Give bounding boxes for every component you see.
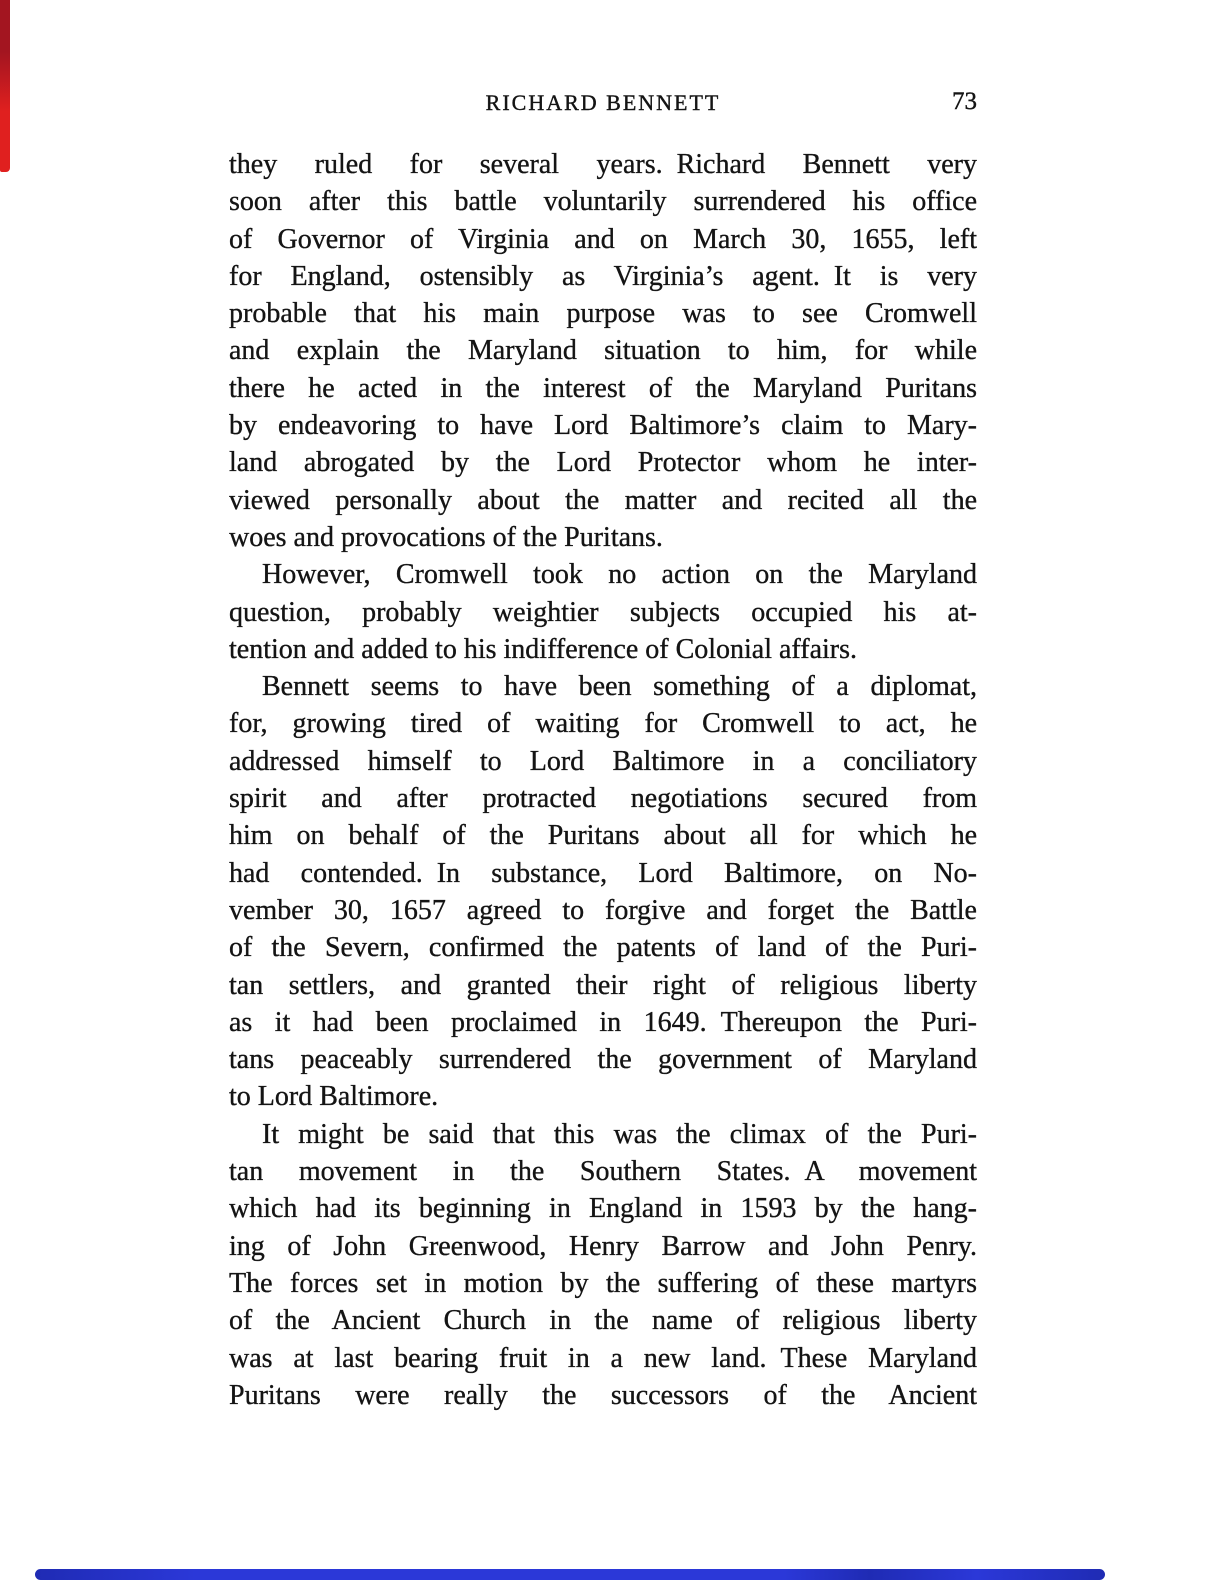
page-number: 73: [952, 88, 977, 115]
text-line: which had its beginning in England in 1593 by the hang-: [229, 1193, 977, 1225]
text-line: spirit and after protracted negotiations secured from: [229, 783, 977, 815]
text-line: tans peaceably surrendered the government of Maryland: [229, 1044, 977, 1076]
text-line: they ruled for several years. Richard Bennett very: [229, 149, 977, 180]
text-line: tention and added to his indifference of Colonial affairs.: [229, 633, 858, 665]
text-line: Puritans were really the successors of the Ancient: [229, 1379, 977, 1411]
text-line: by endeavoring to have Lord Baltimore’s claim to Mary-: [229, 410, 977, 442]
text-line: for England, ostensibly as Virginia’s agent. It is very: [229, 260, 977, 292]
paragraph: [229, 1116, 977, 1414]
text-line: soon after this battle voluntarily surrendered his office: [229, 186, 977, 218]
text-line: However, Cromwell took no action on the Maryland: [262, 559, 977, 591]
text-line: It might be said that this was the climax of the Puri-: [262, 1118, 977, 1150]
text-line: question, probably weightier subjects occupied his at-: [229, 596, 977, 628]
text-line: to Lord Baltimore.: [229, 1081, 439, 1113]
body-text-block: [229, 146, 977, 1414]
text-line: of the Ancient Church in the name of religious liberty: [229, 1305, 977, 1337]
paragraph: [229, 146, 977, 556]
text-line: woes and provocations of the Puritans.: [229, 521, 663, 553]
paragraph: [229, 556, 977, 668]
running-header-title: RICHARD BENNETT: [485, 90, 721, 115]
text-line: and explain the Maryland situation to him, for while: [229, 335, 977, 367]
text-line: there he acted in the interest of the Maryland Puritans: [229, 372, 977, 404]
scan-left-edge-artifact: [0, 0, 10, 172]
text-line: of Governor of Virginia and on March 30, 1655, left: [229, 223, 977, 255]
text-line: for, growing tired of waiting for Cromwell to act, he: [229, 708, 977, 740]
text-line: of the Severn, confirmed the patents of land of the Puri-: [229, 932, 977, 964]
text-line: addressed himself to Lord Baltimore in a conciliatory: [229, 745, 977, 777]
text-line: probable that his main purpose was to see Cromwell: [229, 298, 977, 330]
text-line: Bennett seems to have been something of a diplomat,: [262, 671, 977, 703]
text-line: The forces set in motion by the suffering of these martyrs: [229, 1267, 977, 1299]
text-line: ing of John Greenwood, Henry Barrow and John Penry.: [229, 1230, 977, 1262]
running-header: [229, 90, 977, 118]
text-line: tan movement in the Southern States. A movement: [229, 1156, 977, 1188]
paragraph: [229, 668, 977, 1116]
scan-bottom-edge-artifact: [35, 1569, 1105, 1580]
text-line: land abrogated by the Lord Protector whom he inter-: [229, 447, 977, 479]
text-line: as it had been proclaimed in 1649. Thereupon the Puri-: [229, 1006, 977, 1038]
text-line: tan settlers, and granted their right of religious liberty: [229, 969, 977, 1001]
text-line: was at last bearing fruit in a new land. These Maryland: [229, 1342, 977, 1374]
text-line: him on behalf of the Puritans about all for which he: [229, 820, 977, 852]
text-line: had contended. In substance, Lord Baltimore, on No-: [229, 857, 977, 889]
text-line: viewed personally about the matter and recited all the: [229, 484, 977, 516]
text-line: vember 30, 1657 agreed to forgive and forget the Battle: [229, 894, 977, 926]
